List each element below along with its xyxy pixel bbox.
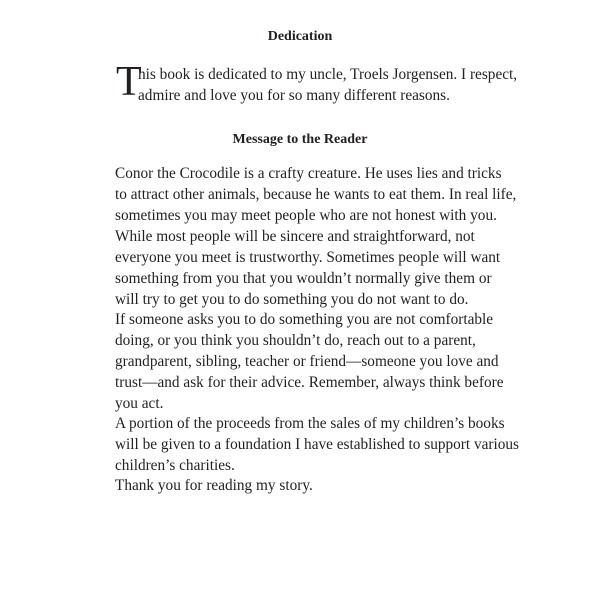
dedication-heading: Dedication: [267, 29, 333, 44]
text-line: While most people will be sincere and straightforward, not: [115, 228, 475, 245]
dedication-line: admire and love you for so many different reasons.: [138, 87, 450, 104]
message-paragraph-3: [115, 413, 520, 476]
text-line: Thank you for reading my story.: [115, 477, 313, 494]
text-line: will try to get you to do something you do not want to do.: [115, 291, 469, 308]
text-line: everyone you meet is trustworthy. Sometimes people will want: [115, 249, 501, 266]
text-line: children’s charities.: [115, 457, 235, 474]
text-line: grandparent, sibling, teacher or friend—someone you love and: [115, 353, 499, 370]
text-line: to attract other animals, because he wants to eat them. In real life,: [115, 186, 517, 203]
drop-cap: T: [116, 59, 142, 105]
text-line: Conor the Crocodile is a crafty creature. He uses lies and tricks: [115, 165, 502, 182]
message-paragraph-4: [115, 475, 515, 496]
text-line: will be given to a foundation I have established to support various: [115, 436, 520, 453]
message-heading: Message to the Reader: [232, 132, 368, 147]
message-paragraph-1: [115, 163, 515, 310]
dedication-paragraph: [116, 59, 518, 106]
message-paragraph-2: [115, 309, 515, 414]
text-line: If someone asks you to do something you are not comfortable: [115, 311, 494, 328]
text-line: sometimes you may meet people who are not honest with you.: [115, 207, 497, 224]
text-line: trust—and ask for their advice. Remember, always think before: [115, 374, 504, 391]
text-line: something from you that you wouldn’t normally give them or: [115, 270, 492, 287]
text-line: doing, or you think you shouldn’t do, reach out to a parent,: [115, 332, 476, 349]
text-line: A portion of the proceeds from the sales of my children’s books: [115, 415, 505, 432]
text-line: you act.: [115, 395, 164, 412]
dedication-line: his book is dedicated to my uncle, Troels Jorgensen. I respect,: [138, 66, 518, 83]
